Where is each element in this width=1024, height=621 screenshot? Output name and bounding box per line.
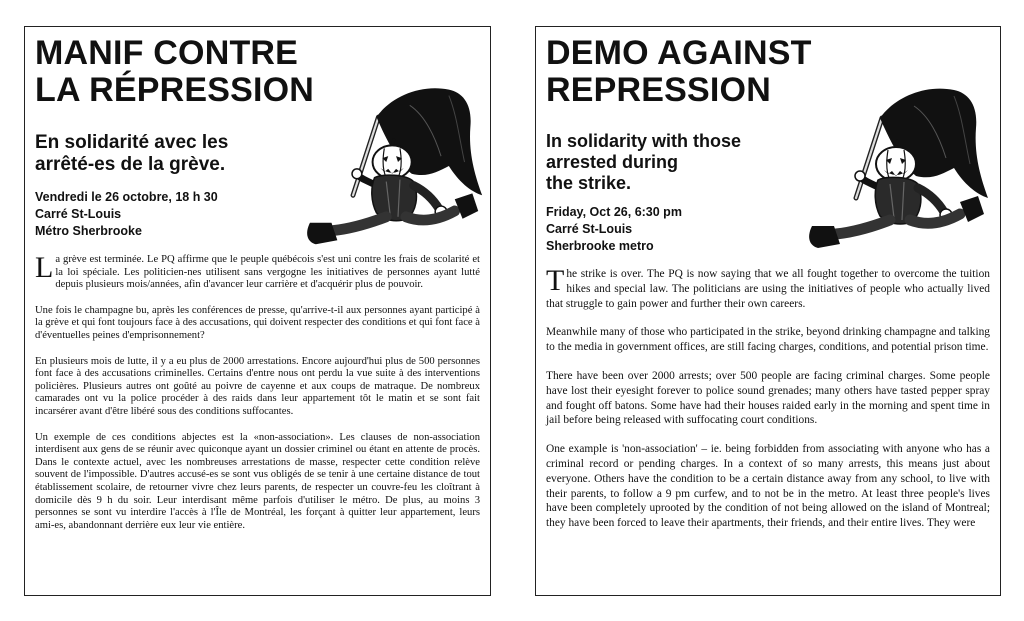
poster-french [24, 26, 491, 596]
paragraph: Meanwhile many of those who participated in the strike, beyond drinking champagne and talking to the media in government offices, are still facing charges, conditions, and potential prison time. [546, 326, 990, 354]
title-line: MANIF CONTRE [35, 34, 299, 72]
drop-cap: L [35, 251, 54, 284]
title-line: LA RÉPRESSION [35, 71, 315, 109]
event-metro: Métro Sherbrooke [35, 224, 142, 238]
event-date: Friday, Oct 26, 6:30 pm [546, 205, 682, 219]
subtitle-line: the strike. [546, 173, 632, 193]
paragraph: There have been over 2000 arrests; over 500 people are facing criminal charges. Some people have lost their eyesight forever to police sound grenades; many others have tasted pepper spray and fought off batons. Some have had their houses raided early in the morning and spent time in jail before being released with suffocating court conditions. [546, 369, 990, 427]
pumpkin-runner-illustration [263, 75, 488, 253]
event-location: Carré St-Louis [35, 207, 122, 221]
paragraph [35, 251, 480, 292]
drop-cap: T [546, 264, 565, 297]
poster-english [535, 26, 1001, 596]
subtitle-line: arrêté-es de la grève. [35, 154, 226, 175]
subtitle-line: In solidarity with those [546, 131, 742, 151]
paragraph: Un exemple de ces conditions abjectes est la «non-association». Les clauses de non-association interdisent aux gens de se réunir avec quiconque ayant un dossier criminel ou étant en attente de procès. Dans le contexte actuel, avec les nombreuses arrestations de masse, respecter cette condition relève souvent de l'impossible. D'autres accusé-es se sont vus obligés de se tenir à une certaine distance de tout établissement scolaire, de retourner vivre chez leurs parents, de respecter un couvre-feu les cloîtrant à domicile dès 9 h du soir. Leur interdisant même parfois d'utiliser le métro. De plus, au moins 3 personnes se sont vu interdire l'accès à l'Île de Montréal, les forçant à quitter leur appartement, leurs ami-es, abandonnant derrière eux leur vie entière. [35, 431, 480, 531]
title-line: REPRESSION [546, 71, 771, 109]
event-info [546, 204, 682, 255]
paragraph-text: a grève est terminée. Le PQ affirme que le peuple québécois s'est uni contre les frais de scolarité et la loi spéciale. Les politicien-nes utilisent sans vergogne les initiatives de personnes ayant lutté depuis plusieurs mois/années, afin d'avancer leur carrière et d'acquérir plus de pouvoir. [55, 254, 480, 291]
body-text [35, 251, 480, 545]
event-info [35, 189, 218, 240]
title-line: DEMO AGAINST [546, 34, 812, 72]
poster-subtitle [35, 132, 228, 176]
body-text [546, 264, 990, 545]
pumpkin-runner-illustration [764, 75, 994, 257]
event-location: Carré St-Louis [546, 222, 633, 236]
paragraph [546, 264, 990, 311]
paragraph: One example is 'non-association' – ie. being forbidden from associating with anyone who has a criminal record or pending charges. In a context of so many arrests, this means just about everyone. Others have the condition to be a certain distance away from any school, to live with their parents, to follow a 9 pm curfew, and to not be in the metro. At least three people's lives have been completely uprooted by the condition of not being allowed on the island of Montreal; they have been forced to leave their apartments, their friends, and their entire lives. They were [546, 443, 990, 530]
event-date: Vendredi le 26 octobre, 18 h 30 [35, 190, 218, 204]
paragraph: Une fois le champagne bu, après les conférences de presse, qu'arrive-t-il aux personnes ayant participé à la grève et qui font toujours face à des accusations, qui doivent respecter des conditions et qui font face à d'éventuelles peines d'emprisonnement? [35, 304, 480, 341]
subtitle-line: arrested during [546, 152, 679, 172]
subtitle-line: En solidarité avec les [35, 132, 229, 153]
event-metro: Sherbrooke metro [546, 239, 654, 253]
paragraph: En plusieurs mois de lutte, il y a eu plus de 2000 arrestations. Encore aujourd'hui plus de 500 personnes font face à des accusations criminelles. Certains d'entre nous ont perdu la vue suite à des interventions policières. Plusieurs autres ont goûté au poivre de cayenne et aux coups de matraque. De nombreux camarades ont vu la police procéder à des raids dans leur appartement tôt le matin et se sont fait incarsérer avant d'être libéré sous des conditions suffocantes. [35, 355, 480, 417]
paragraph-text: he strike is over. The PQ is now saying that we all fought together to overcome the tuition hikes and special law. The politicians are using the initiatives of people who actually lived that struggle to gain power and further their own careers. [546, 268, 990, 310]
poster-subtitle [546, 131, 741, 194]
